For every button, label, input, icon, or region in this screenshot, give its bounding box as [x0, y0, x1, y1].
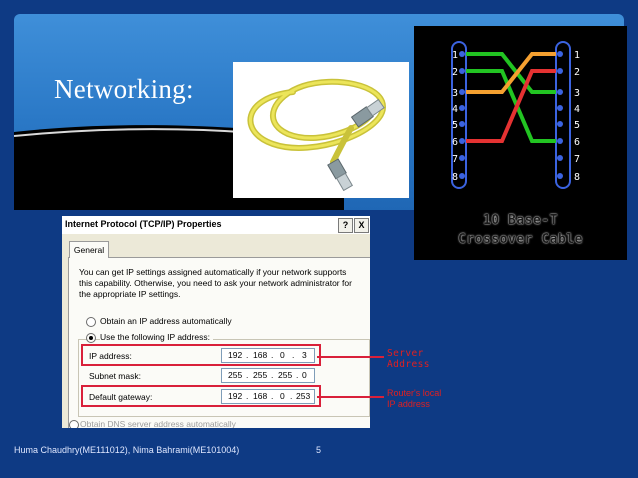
right-pin-dot	[557, 138, 563, 144]
default-gateway-octet-3: 0	[280, 391, 285, 401]
left-pin-dot	[459, 89, 465, 95]
subnet-mask-label: Subnet mask:	[89, 371, 141, 381]
left-pin-dot	[459, 138, 465, 144]
intro-text: You can get IP settings assigned automatically if your network supports this capability. Otherwise, you need to ask your network administrator for the appropriate IP settings.	[79, 267, 352, 299]
right-pin-dot	[557, 155, 563, 161]
default-gateway-label: Default gateway:	[89, 392, 153, 402]
subnet-mask-octet-4: 0	[302, 370, 307, 380]
right-pin-number: 2	[574, 67, 581, 78]
left-pin-number: 7	[452, 154, 459, 165]
left-pin-number: 5	[452, 120, 459, 131]
ip-address-label: IP address:	[89, 351, 132, 361]
right-pin-column	[557, 50, 580, 183]
subnet-mask-octet-3: 255	[278, 370, 293, 380]
right-pin-dot	[557, 89, 563, 95]
right-pin-number: 3	[574, 88, 581, 99]
radio-obtain-ip-automatically[interactable]	[86, 317, 96, 327]
right-pin-number: 6	[574, 137, 581, 148]
crossover-wiring-svg	[414, 26, 627, 211]
router-ip-callout-line	[317, 396, 384, 398]
ip-address-octet-4: 3	[302, 350, 307, 360]
default-gateway-octet-2: 168	[253, 391, 268, 401]
left-pin-dot	[459, 173, 465, 179]
right-connector-outline	[556, 42, 570, 188]
server-address-callout-line2: Address	[387, 359, 430, 370]
left-pin-number: 6	[452, 137, 459, 148]
right-pin-number: 5	[574, 120, 581, 131]
default-gateway-highlight	[81, 385, 321, 407]
server-address-callout-line1: Server	[387, 348, 424, 359]
left-pin-dot	[459, 105, 465, 111]
ethernet-cable-photo	[233, 62, 409, 198]
subnet-mask-field[interactable]: 255 . 255 . 255 . 0	[221, 368, 315, 383]
rj45-connector-lower	[328, 159, 353, 191]
right-pin-number: 4	[574, 104, 581, 115]
default-gateway-field[interactable]: 192 . 168 . 0 . 253	[221, 389, 315, 404]
diagram-caption-title: 10 Base-T	[483, 213, 558, 228]
right-pin-number: 8	[574, 172, 581, 183]
right-pin-dot	[557, 121, 563, 127]
left-pin-column	[452, 50, 465, 183]
help-button[interactable]: ?	[338, 218, 353, 233]
default-gateway-octet-4: 253	[296, 391, 311, 401]
right-pin-number: 7	[574, 154, 581, 165]
left-pin-number: 3	[452, 88, 459, 99]
ip-address-octet-2: 168	[253, 350, 268, 360]
left-pin-dot	[459, 68, 465, 74]
left-pin-number: 8	[452, 172, 459, 183]
left-pin-number: 4	[452, 104, 459, 115]
ip-address-octet-3: 0	[280, 350, 285, 360]
left-connector-outline	[452, 42, 466, 188]
right-pin-dot	[557, 68, 563, 74]
left-pin-dot	[459, 121, 465, 127]
subnet-mask-octet-1: 255	[228, 370, 243, 380]
crossover-cable-diagram	[414, 26, 627, 260]
subnet-mask-octet-2: 255	[253, 370, 268, 380]
radio-obtain-ip-label: Obtain an IP address automatically	[100, 316, 232, 326]
server-address-callout-line	[317, 356, 384, 358]
radio-obtain-dns-automatically[interactable]	[69, 420, 79, 428]
left-pin-dot	[459, 155, 465, 161]
slide-title: Networking:	[54, 74, 194, 104]
right-pin-dot	[557, 173, 563, 179]
right-pin-dot	[557, 105, 563, 111]
radio-use-following-ip-label: Use the following IP address:	[100, 332, 213, 342]
dialog-titlebar	[62, 216, 370, 234]
dialog-title: Internet Protocol (TCP/IP) Properties	[65, 219, 222, 229]
default-gateway-octet-1: 192	[228, 391, 243, 401]
tab-general[interactable]: General	[69, 241, 109, 258]
server-address-callout	[387, 348, 430, 370]
router-ip-callout	[387, 388, 441, 410]
close-button[interactable]: X	[354, 218, 369, 233]
router-ip-callout-line2: IP address	[387, 399, 430, 409]
diagram-caption-subtitle: Crossover Cable	[458, 232, 583, 247]
right-pin-number: 1	[574, 50, 581, 61]
left-pin-number: 1	[452, 50, 459, 61]
ethernet-cable-image	[233, 62, 409, 198]
page-number: 5	[316, 445, 322, 455]
router-ip-callout-line1: Router's local	[387, 388, 442, 398]
radio-use-following-ip[interactable]	[86, 333, 96, 343]
ip-address-field[interactable]: 192 . 168 . 0 . 3	[221, 348, 315, 363]
footer-author: Huma Chaudhry(ME111012), Nima Bahrami(ME101004)	[14, 445, 240, 455]
left-pin-dot	[459, 51, 465, 57]
radio-obtain-dns-label: Obtain DNS server address automatically	[80, 419, 236, 428]
ip-address-highlight	[81, 344, 321, 366]
left-pin-number: 2	[452, 67, 459, 78]
ip-address-octet-1: 192	[228, 350, 243, 360]
right-pin-dot	[557, 51, 563, 57]
